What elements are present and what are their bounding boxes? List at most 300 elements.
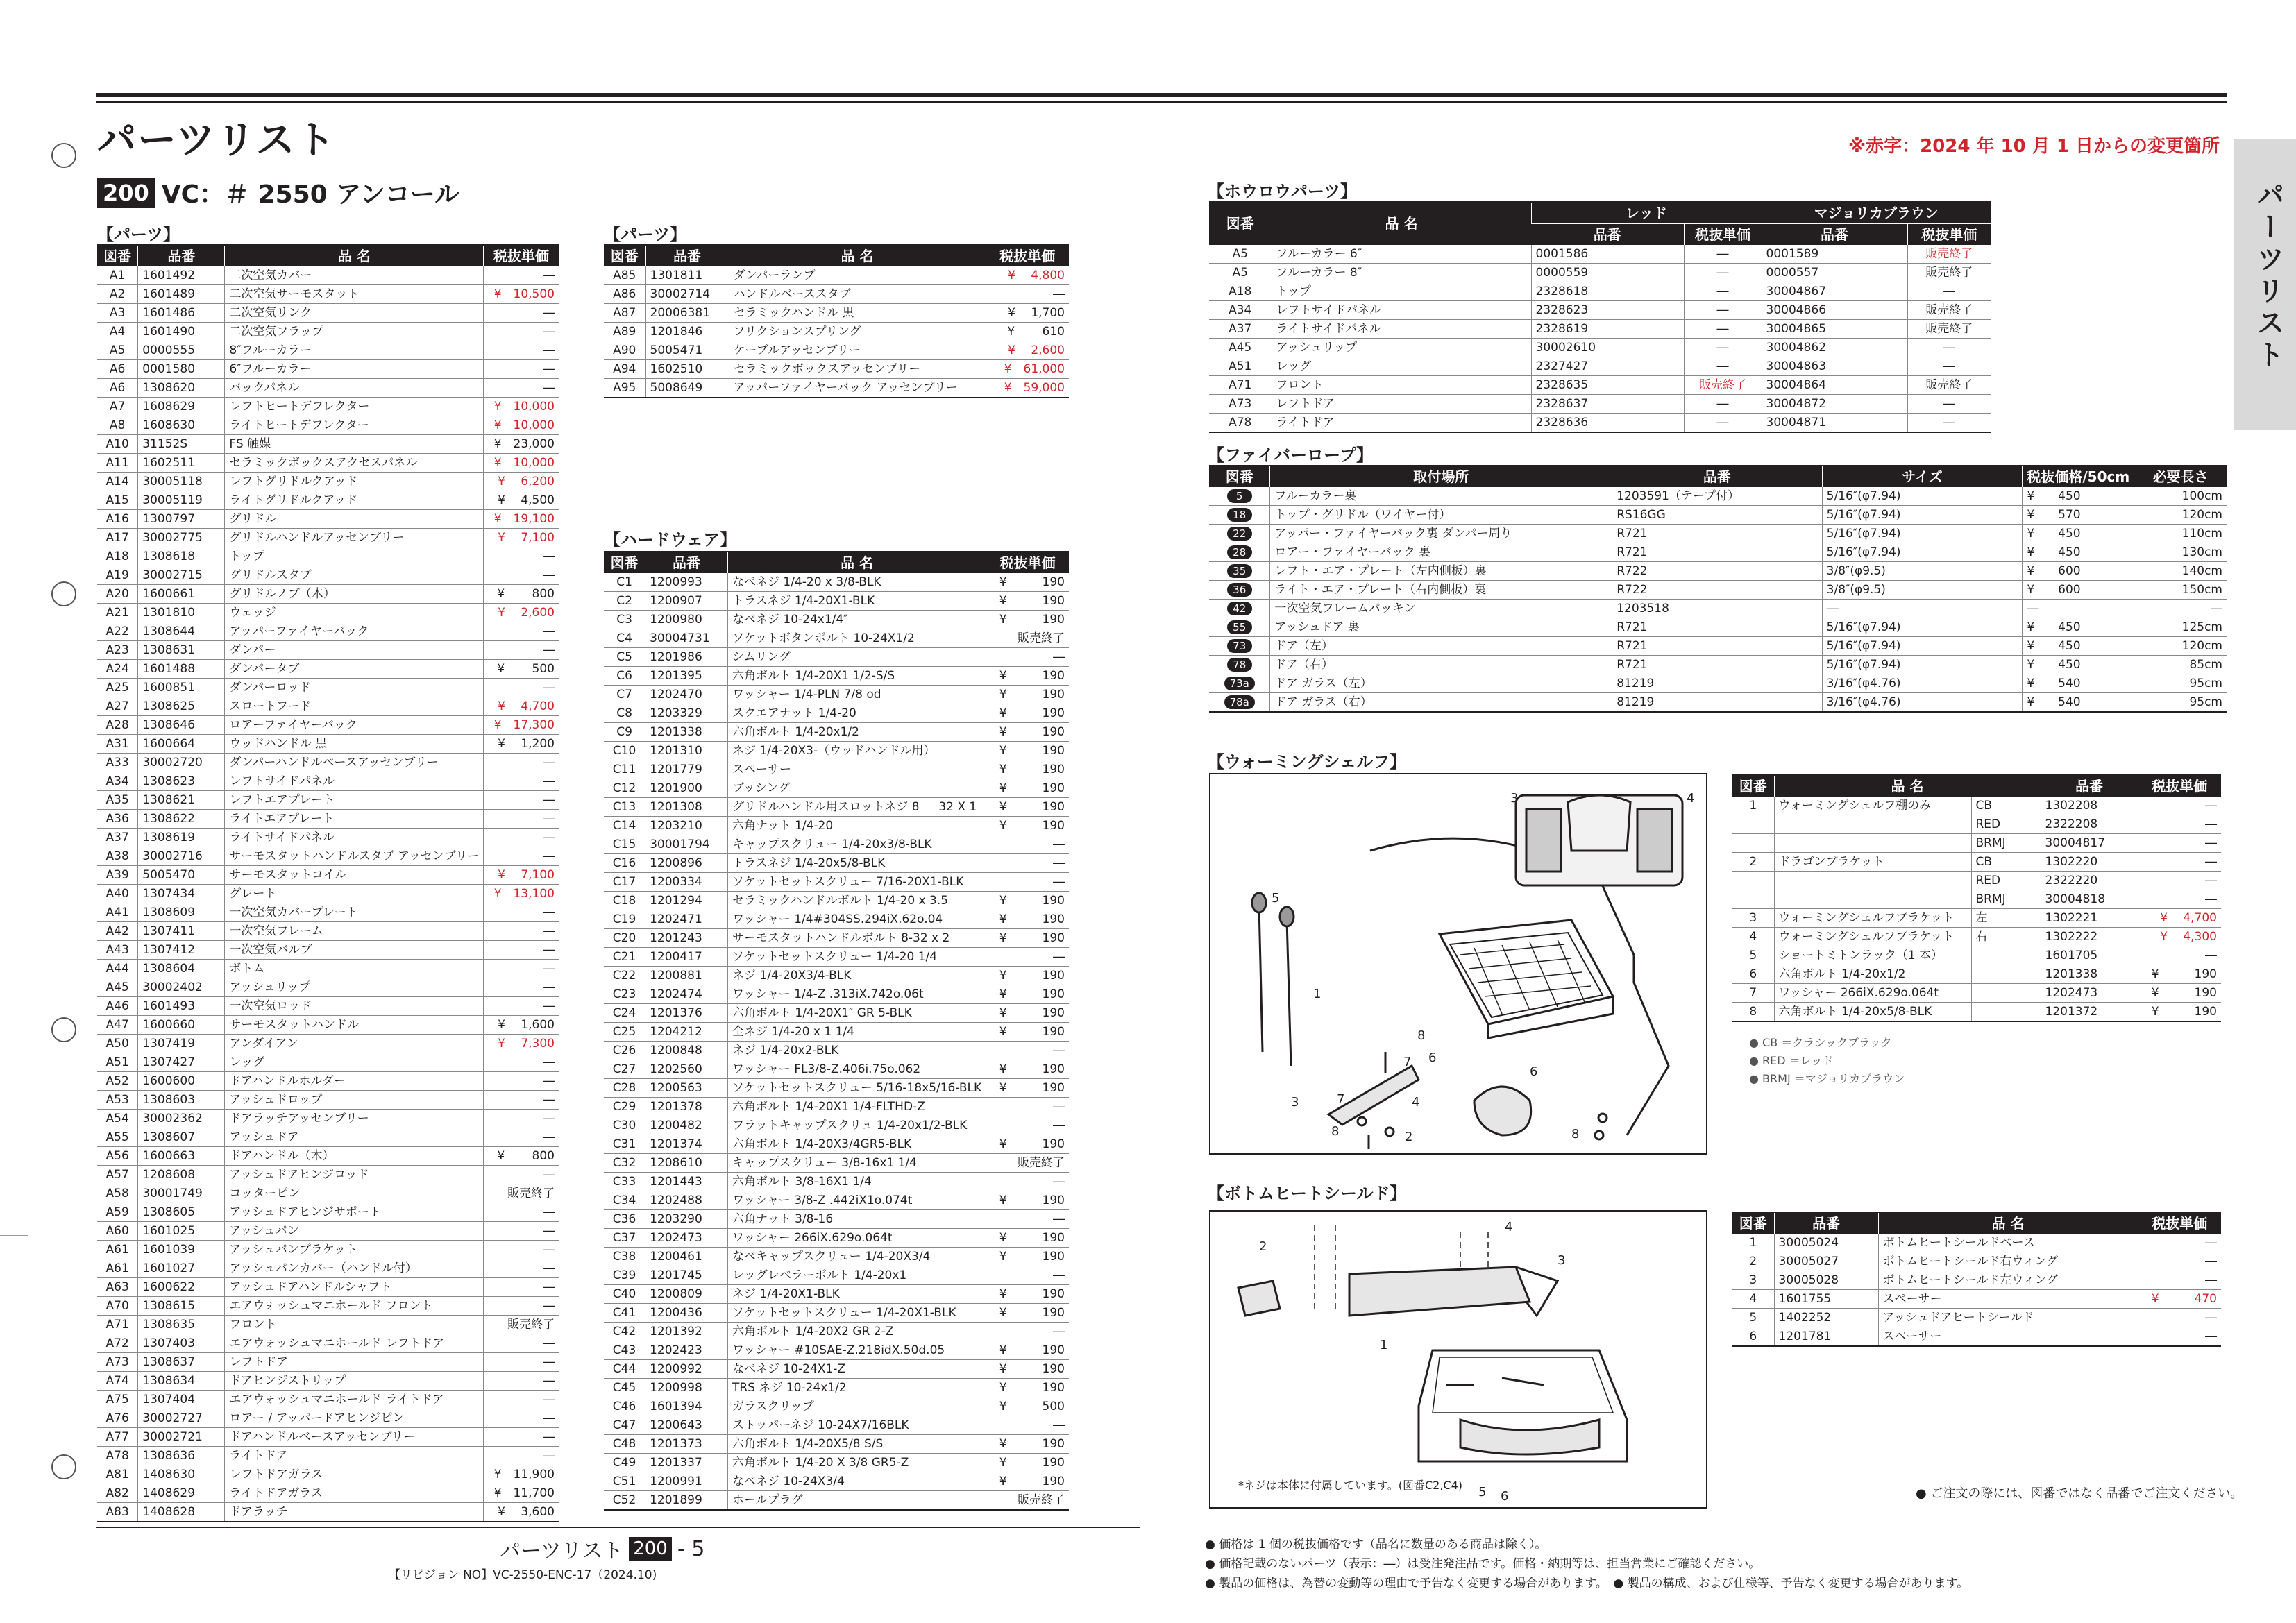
table-cell: ¥ 190 bbox=[986, 1360, 1069, 1379]
table-row bbox=[604, 1154, 1069, 1173]
table-cell: 1308644 bbox=[138, 622, 225, 641]
table-cell: ソケットボタンボルト 10-24X1/2 bbox=[728, 629, 986, 648]
table-row bbox=[97, 1053, 559, 1072]
table-cell: BRMJ bbox=[1971, 890, 2041, 909]
fig-number-badge: 73 bbox=[1227, 639, 1252, 653]
table-cell: トラスネジ 1/4-20x5/8-BLK bbox=[728, 854, 986, 873]
table-cell: A44 bbox=[105, 961, 129, 976]
table-cell: 1307419 bbox=[138, 1035, 225, 1053]
callout-b5: 5 bbox=[1478, 1485, 1487, 1499]
table-cell: 1301810 bbox=[138, 604, 225, 622]
table-cell: A2 bbox=[109, 287, 126, 301]
table-cell: 販売終了 bbox=[986, 629, 1069, 648]
table-cell: 7 bbox=[1749, 985, 1757, 1000]
table-cell: 1308637 bbox=[138, 1353, 225, 1372]
table-cell: レフトヒートデフレクター bbox=[225, 398, 484, 416]
table-cell: 30002610 bbox=[1531, 339, 1684, 357]
table-cell: ― bbox=[484, 1409, 559, 1428]
table-row bbox=[1732, 1309, 2221, 1327]
table-cell: 1202470 bbox=[645, 686, 728, 704]
table-cell: 2322208 bbox=[2041, 815, 2138, 834]
model-badge: 200 bbox=[97, 178, 155, 208]
table-row bbox=[1209, 376, 1991, 395]
table-row bbox=[604, 1116, 1069, 1135]
col-red: レッド bbox=[1531, 202, 1762, 224]
table-cell: ― bbox=[986, 1210, 1069, 1229]
table-row bbox=[97, 810, 559, 829]
top-rule-thin bbox=[96, 101, 2227, 103]
table-cell: ― bbox=[484, 1391, 559, 1409]
table-cell: A14 bbox=[105, 474, 129, 488]
footer-note: ● 価格は 1 個の税抜価格です（品名に数量のある商品は除く）。 bbox=[1205, 1538, 1547, 1552]
table-cell: A94 bbox=[613, 362, 636, 376]
table-cell: ― bbox=[2138, 1252, 2221, 1271]
table-cell: 1308605 bbox=[138, 1203, 225, 1222]
table-cell: ― bbox=[484, 1222, 559, 1241]
table-cell: ¥ 190 bbox=[986, 573, 1069, 592]
table-cell bbox=[1774, 872, 1971, 890]
table-cell: RS16GG bbox=[1612, 506, 1822, 525]
table-cell: ソケットセットスクリュー 1/4-20 1/4 bbox=[728, 948, 986, 967]
table-cell: C1 bbox=[616, 575, 632, 589]
table-cell: A19 bbox=[105, 568, 129, 582]
table-cell: ¥ 4,800 bbox=[986, 266, 1069, 285]
table-cell: A10 bbox=[105, 436, 129, 451]
legend-red: ● RED ＝レッド bbox=[1749, 1054, 1834, 1067]
table-cell: ドラゴンブラケット bbox=[1774, 853, 1971, 872]
table-row bbox=[1209, 674, 2227, 693]
bottom-shield-table bbox=[1732, 1212, 2221, 1347]
table-cell: ― bbox=[2138, 872, 2221, 890]
table-cell: A82 bbox=[105, 1486, 129, 1500]
table-cell: 1201900 bbox=[645, 779, 728, 798]
table-cell: ¥ 190 bbox=[986, 892, 1069, 910]
callout-b4: 4 bbox=[1505, 1220, 1513, 1234]
table-cell: 30004866 bbox=[1762, 301, 1907, 320]
table-cell: 1200881 bbox=[645, 967, 728, 985]
table-row bbox=[1732, 815, 2221, 834]
table-row bbox=[1209, 245, 1991, 264]
table-cell: 1208610 bbox=[645, 1154, 728, 1173]
table-cell: ― bbox=[2138, 890, 2221, 909]
table-cell: C28 bbox=[612, 1080, 636, 1095]
table-row bbox=[1732, 965, 2221, 984]
table-cell: ¥ 190 bbox=[986, 1454, 1069, 1472]
table-cell: 左 bbox=[1971, 909, 2041, 928]
table-cell: ロアーファイヤーバック bbox=[225, 716, 484, 735]
table-cell: 1308622 bbox=[138, 810, 225, 829]
table-row bbox=[97, 1297, 559, 1316]
column-header: 品番 bbox=[645, 245, 729, 266]
table-cell: 1308635 bbox=[138, 1316, 225, 1334]
table-cell: 販売終了 bbox=[1907, 376, 1991, 395]
table-row bbox=[604, 798, 1069, 817]
table-cell: 3/16″(φ4.76) bbox=[1822, 693, 2023, 713]
table-cell: A46 bbox=[105, 999, 129, 1013]
table-row bbox=[604, 835, 1069, 854]
table-cell: 1201294 bbox=[645, 892, 728, 910]
table-row bbox=[604, 760, 1069, 779]
fig-number-badge: 5 bbox=[1227, 489, 1252, 503]
table-row bbox=[1732, 909, 2221, 928]
table-cell: ¥ 500 bbox=[484, 660, 559, 679]
table-row bbox=[1732, 1234, 2221, 1252]
table-row bbox=[604, 704, 1069, 723]
table-cell: なべキャップスクリュー 1/4-20X3/4 bbox=[728, 1248, 986, 1266]
table-row bbox=[1209, 301, 1991, 320]
table-cell: アッシュドアヒンジロッド bbox=[225, 1166, 484, 1184]
table-cell: R721 bbox=[1612, 656, 1822, 674]
table-cell: ― bbox=[1907, 339, 1991, 357]
table-row bbox=[1209, 525, 2227, 543]
table-cell: ¥ 59,000 bbox=[986, 379, 1069, 398]
side-tab[interactable] bbox=[2234, 139, 2296, 430]
table-cell: 1 bbox=[1749, 1235, 1757, 1250]
table-cell: 30004864 bbox=[1762, 376, 1907, 395]
table-row bbox=[604, 360, 1069, 379]
table-cell: A54 bbox=[105, 1111, 129, 1125]
fig-number-badge: 35 bbox=[1227, 564, 1252, 578]
table-cell: C6 bbox=[616, 668, 632, 683]
table-cell: 1600851 bbox=[138, 679, 225, 697]
table-cell: C9 bbox=[616, 724, 632, 739]
table-cell: アンダイアン bbox=[225, 1035, 484, 1053]
table-cell: ¥ 190 bbox=[986, 1191, 1069, 1210]
table-cell: 販売終了 bbox=[986, 1154, 1069, 1173]
fig-number-badge: 22 bbox=[1227, 527, 1252, 541]
table-row bbox=[97, 341, 559, 360]
table-row bbox=[1732, 1327, 2221, 1347]
hardware-table bbox=[604, 551, 1069, 1511]
table-row bbox=[1209, 637, 2227, 656]
table-cell: A55 bbox=[105, 1130, 129, 1144]
table-cell: 30004872 bbox=[1762, 395, 1907, 414]
table-cell: ― bbox=[2138, 946, 2221, 965]
table-cell: 30005027 bbox=[1774, 1252, 1878, 1271]
table-cell: 30002362 bbox=[138, 1110, 225, 1128]
table-cell: A90 bbox=[613, 343, 636, 357]
table-cell: 30004862 bbox=[1762, 339, 1907, 357]
callout-3b: 3 bbox=[1510, 791, 1519, 806]
table-cell: ― bbox=[484, 903, 559, 922]
table-cell: 1601486 bbox=[138, 304, 225, 323]
table-row bbox=[1732, 1271, 2221, 1290]
table-row bbox=[97, 847, 559, 866]
table-cell: A5 bbox=[1232, 246, 1248, 261]
table-cell: C11 bbox=[612, 762, 636, 776]
table-cell: ドアラッチアッセンブリー bbox=[225, 1110, 484, 1128]
table-row bbox=[97, 266, 559, 285]
table-cell: A89 bbox=[613, 324, 636, 339]
table-cell: C26 bbox=[612, 1043, 636, 1057]
table-cell: ¥ 450 bbox=[2023, 637, 2134, 656]
table-row bbox=[1209, 339, 1991, 357]
table-cell: 2322220 bbox=[2041, 872, 2138, 890]
table-cell: レフト・エア・プレート（左内側板）裏 bbox=[1270, 562, 1612, 581]
table-row bbox=[97, 1016, 559, 1035]
table-cell: RED bbox=[1971, 815, 2041, 834]
table-cell: 全ネジ 1/4-20 x 1 1/4 bbox=[728, 1023, 986, 1042]
table-cell: C48 bbox=[612, 1436, 636, 1451]
fig-number-badge: 42 bbox=[1227, 602, 1252, 615]
table-cell: C7 bbox=[616, 687, 632, 702]
change-note: ※赤字：2024 年 10 月 1 日からの変更箇所 bbox=[1848, 136, 2220, 157]
table-cell: ¥ 190 bbox=[986, 1379, 1069, 1397]
table-cell: 30004817 bbox=[2041, 834, 2138, 853]
table-cell: ソケットセットスクリュー 7/16-20X1-BLK bbox=[728, 873, 986, 892]
table-cell: ― bbox=[484, 978, 559, 997]
callout-8c: 8 bbox=[1571, 1127, 1580, 1141]
table-cell: ケーブルアッセンブリー bbox=[729, 341, 986, 360]
table-cell: 3 bbox=[1749, 910, 1757, 925]
table-cell: 5/16″(φ7.94) bbox=[1822, 543, 2023, 562]
table-cell: C41 bbox=[612, 1305, 636, 1320]
table-cell: 販売終了 bbox=[484, 1316, 559, 1334]
table-cell: 1201986 bbox=[645, 648, 728, 667]
table-cell: ウォーミングシェルフブラケット bbox=[1774, 909, 1971, 928]
table-cell: ― bbox=[484, 622, 559, 641]
table-cell: 二次空気リンク bbox=[225, 304, 484, 323]
table-cell: A36 bbox=[105, 811, 129, 826]
table-cell: ¥ 190 bbox=[986, 742, 1069, 760]
parts-table bbox=[97, 244, 559, 1522]
table-cell: 1202560 bbox=[645, 1060, 728, 1079]
table-cell: 1200334 bbox=[645, 873, 728, 892]
table-cell: 1308609 bbox=[138, 903, 225, 922]
table-cell: 1201779 bbox=[645, 760, 728, 779]
table-cell: ¥ 190 bbox=[986, 1304, 1069, 1323]
table-cell: 30004863 bbox=[1762, 357, 1907, 376]
table-cell: 1600622 bbox=[138, 1278, 225, 1297]
table-cell: C4 bbox=[616, 631, 632, 645]
table-cell: 1200643 bbox=[645, 1416, 728, 1435]
table-cell: 0000559 bbox=[1531, 264, 1684, 282]
table-cell: 4 bbox=[1749, 1291, 1757, 1306]
table-cell: ドアラッチ bbox=[225, 1503, 484, 1522]
table-cell: ドア（右） bbox=[1270, 656, 1612, 674]
table-cell: ¥ 190 bbox=[986, 1248, 1069, 1266]
table-row bbox=[604, 817, 1069, 835]
table-cell: R721 bbox=[1612, 525, 1822, 543]
table-cell: A71 bbox=[105, 1317, 129, 1332]
table-cell: A40 bbox=[105, 886, 129, 901]
table-cell: C20 bbox=[612, 931, 636, 945]
table-cell: 120cm bbox=[2134, 506, 2227, 525]
table-cell: 0001589 bbox=[1762, 245, 1907, 264]
table-cell: A5 bbox=[109, 343, 126, 357]
table-cell: 一次空気カバープレート bbox=[225, 903, 484, 922]
table-cell: A63 bbox=[105, 1280, 129, 1294]
binder-hole-icon bbox=[51, 1454, 76, 1479]
table-cell: 1201338 bbox=[2041, 965, 2138, 984]
table-cell: 2328618 bbox=[1531, 282, 1684, 301]
table-cell: ¥ 610 bbox=[986, 323, 1069, 341]
table-cell: 81219 bbox=[1612, 693, 1822, 713]
table-row bbox=[97, 566, 559, 585]
table-row bbox=[97, 679, 559, 697]
table-cell: 0000557 bbox=[1762, 264, 1907, 282]
table-cell: ¥ 190 bbox=[986, 985, 1069, 1004]
table-cell bbox=[1209, 618, 1270, 637]
table-row bbox=[97, 660, 559, 679]
table-cell: ¥ 61,000 bbox=[986, 360, 1069, 379]
table-cell: 30002715 bbox=[138, 566, 225, 585]
table-cell: 30001794 bbox=[645, 835, 728, 854]
table-cell: ネジ 1/4-20X3/4-BLK bbox=[728, 967, 986, 985]
table-cell: ― bbox=[1684, 339, 1762, 357]
table-cell: 1308619 bbox=[138, 829, 225, 847]
table-cell: ― bbox=[484, 1428, 559, 1447]
table-row bbox=[604, 1304, 1069, 1323]
table-cell: A27 bbox=[105, 699, 129, 713]
table-cell: ダンパー bbox=[225, 641, 484, 660]
table-cell: 30004871 bbox=[1762, 414, 1907, 433]
table-row bbox=[1209, 618, 2227, 637]
table-row bbox=[604, 1191, 1069, 1210]
table-cell: ― bbox=[484, 1259, 559, 1278]
table-row bbox=[97, 1409, 559, 1428]
table-cell bbox=[1209, 506, 1270, 525]
table-cell: ― bbox=[484, 791, 559, 810]
table-cell: ライトヒートデフレクター bbox=[225, 416, 484, 435]
table-row bbox=[604, 1042, 1069, 1060]
table-cell: 5 bbox=[1749, 1310, 1757, 1325]
table-row bbox=[97, 416, 559, 435]
table-row bbox=[604, 910, 1069, 929]
table-cell: ¥ 10,000 bbox=[484, 416, 559, 435]
callout-4: 4 bbox=[1412, 1095, 1420, 1110]
table-header-row bbox=[1732, 1212, 2221, 1234]
table-cell: ¥ 190 bbox=[986, 1285, 1069, 1304]
table-cell: A23 bbox=[105, 643, 129, 657]
table-cell bbox=[1732, 890, 1774, 909]
table-cell: ¥ 7,300 bbox=[484, 1035, 559, 1053]
table-cell: ― bbox=[484, 960, 559, 978]
table-row bbox=[604, 1285, 1069, 1304]
table-row bbox=[97, 1035, 559, 1053]
callout-2: 2 bbox=[1405, 1130, 1413, 1144]
table-cell: A87 bbox=[613, 305, 636, 320]
table-row bbox=[1209, 264, 1991, 282]
table-row bbox=[97, 1128, 559, 1147]
bottom-shield-diagram bbox=[1209, 1210, 1707, 1509]
table-cell: ¥ 10,500 bbox=[484, 285, 559, 304]
table-row bbox=[1209, 506, 2227, 525]
table-cell: 1201243 bbox=[645, 929, 728, 948]
callout-b6: 6 bbox=[1501, 1489, 1509, 1504]
table-cell: A71 bbox=[1229, 377, 1252, 392]
table-row bbox=[604, 873, 1069, 892]
table-cell: 6 bbox=[1749, 1329, 1757, 1343]
table-cell: ドアハンドルベースアッセンブリー bbox=[225, 1428, 484, 1447]
table-cell: 85cm bbox=[2134, 656, 2227, 674]
table-cell: ストッパーネジ 10-24X7/16BLK bbox=[728, 1416, 986, 1435]
callout-b1: 1 bbox=[1380, 1338, 1388, 1352]
table-cell: 六角ボルト 3/8-16X1 1/4 bbox=[728, 1173, 986, 1191]
table-cell: グレート bbox=[225, 885, 484, 903]
table-cell: ¥ 190 bbox=[986, 1060, 1069, 1079]
col-brown-price: 税抜単価 bbox=[1907, 224, 1991, 246]
table-cell: A45 bbox=[1229, 340, 1252, 355]
table-row bbox=[604, 667, 1069, 686]
section-title-parts: 【パーツ】 bbox=[97, 225, 180, 244]
table-cell: キャップスクリュー 1/4-20x3/8-BLK bbox=[728, 835, 986, 854]
table-cell: 150cm bbox=[2134, 581, 2227, 600]
table-cell: ― bbox=[484, 679, 559, 697]
table-row bbox=[604, 779, 1069, 798]
table-row bbox=[604, 341, 1069, 360]
table-cell: 1601394 bbox=[645, 1397, 728, 1416]
table-cell bbox=[1971, 984, 2041, 1003]
table-row bbox=[604, 892, 1069, 910]
table-row bbox=[97, 510, 559, 529]
table-cell: C49 bbox=[612, 1455, 636, 1470]
table-row bbox=[604, 285, 1069, 304]
table-cell: アッパー・ファイヤーバック裏 ダンパー周り bbox=[1270, 525, 1612, 543]
table-cell: A75 bbox=[105, 1392, 129, 1407]
table-cell: ― bbox=[1684, 395, 1762, 414]
table-cell: ¥ 23,000 bbox=[484, 435, 559, 454]
table-cell: ¥ 1,200 bbox=[484, 735, 559, 754]
table-row bbox=[97, 1241, 559, 1259]
table-cell: ― bbox=[484, 341, 559, 360]
table-cell: ― bbox=[484, 323, 559, 341]
table-cell: 1601488 bbox=[138, 660, 225, 679]
table-cell: ライトドア bbox=[225, 1447, 484, 1465]
table-row bbox=[604, 929, 1069, 948]
table-cell: 一次空気フレーム bbox=[225, 922, 484, 941]
footer-notes bbox=[1205, 1535, 1968, 1593]
table-cell: C38 bbox=[612, 1249, 636, 1264]
table-cell: A81 bbox=[105, 1467, 129, 1481]
column-header: 税抜単価 bbox=[986, 245, 1069, 266]
table-cell: 30002721 bbox=[138, 1428, 225, 1447]
table-cell: 1308636 bbox=[138, 1447, 225, 1465]
table-cell: エアウォッシュマニホールド フロント bbox=[225, 1297, 484, 1316]
table-cell: 95cm bbox=[2134, 674, 2227, 693]
table-cell: A5 bbox=[1232, 265, 1248, 280]
table-cell: 2328636 bbox=[1531, 414, 1684, 433]
table-row bbox=[97, 547, 559, 566]
table-row bbox=[97, 1259, 559, 1278]
table-cell: 1302221 bbox=[2041, 909, 2138, 928]
table-cell: 1307427 bbox=[138, 1053, 225, 1072]
top-rule bbox=[96, 93, 2227, 97]
table-cell: レッグ bbox=[1272, 357, 1531, 376]
table-cell: 5/16″(φ7.94) bbox=[1822, 618, 2023, 637]
table-cell: 1200417 bbox=[645, 948, 728, 967]
table-row bbox=[97, 772, 559, 791]
table-cell: 2328619 bbox=[1531, 320, 1684, 339]
table-cell: ¥ 3,600 bbox=[484, 1503, 559, 1522]
table-row bbox=[1209, 581, 2227, 600]
table-cell: ― bbox=[484, 641, 559, 660]
table-row bbox=[1732, 946, 2221, 965]
table-cell: ― bbox=[484, 941, 559, 960]
table-cell: ― bbox=[986, 1173, 1069, 1191]
table-cell: 120cm bbox=[2134, 637, 2227, 656]
table-cell: A78 bbox=[1229, 415, 1252, 430]
table-cell: 1200896 bbox=[645, 854, 728, 873]
table-cell: A78 bbox=[105, 1448, 129, 1463]
table-cell: C36 bbox=[612, 1212, 636, 1226]
table-row bbox=[97, 1465, 559, 1484]
table-cell: 六角ボルト 1/4-20x5/8-BLK bbox=[1774, 1003, 1971, 1022]
table-cell: なべネジ 10-24X1-Z bbox=[728, 1360, 986, 1379]
table-cell: ¥ 800 bbox=[484, 585, 559, 604]
table-cell: 1308646 bbox=[138, 716, 225, 735]
table-cell: A86 bbox=[613, 287, 636, 301]
